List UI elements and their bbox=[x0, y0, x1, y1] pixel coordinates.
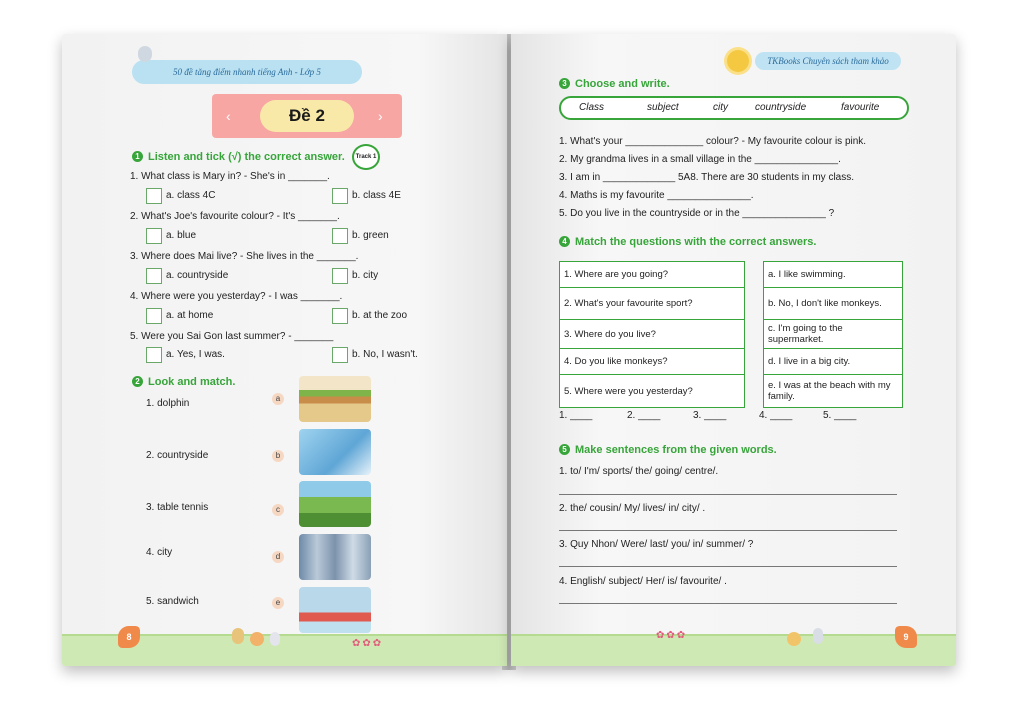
sun-icon bbox=[727, 50, 749, 72]
word-bank-item: Class bbox=[579, 102, 605, 113]
dolphin-picture bbox=[299, 429, 371, 475]
countryside-picture bbox=[299, 481, 371, 527]
match-letter-a: a bbox=[272, 393, 284, 405]
city-picture bbox=[299, 534, 371, 580]
section-2-title: 2 Look and match. bbox=[132, 376, 235, 388]
match-answer: a. I like swimming. bbox=[764, 262, 903, 288]
match-item-2: 2. countryside bbox=[146, 450, 209, 461]
audio-track-icon[interactable]: Track 1 bbox=[352, 144, 380, 170]
bunny-icon bbox=[138, 46, 152, 62]
giraffe-icon bbox=[232, 628, 244, 644]
table-row bbox=[560, 375, 903, 408]
sparkle-icon: › bbox=[378, 108, 383, 124]
option-q5-a: a. Yes, I was. bbox=[166, 349, 225, 360]
match-letter-e: e bbox=[272, 597, 284, 609]
option-q1-b: b. class 4E bbox=[352, 190, 401, 201]
section-number: 4 bbox=[559, 236, 570, 247]
table-row bbox=[560, 320, 903, 349]
word-bank-item: subject bbox=[647, 102, 679, 113]
rabbit-icon bbox=[270, 632, 280, 646]
option-q4-b: b. at the zoo bbox=[352, 310, 408, 321]
test-title: Đề 2 bbox=[260, 100, 354, 132]
section-number: 3 bbox=[559, 78, 570, 89]
match-table bbox=[559, 261, 903, 408]
book-header-banner: 50 đề tăng điểm nhanh tiếng Anh - Lớp 5 bbox=[132, 60, 362, 84]
section-1-title: 1 Listen and tick (√) the correct answer. bbox=[132, 151, 345, 163]
option-q2-b: b. green bbox=[352, 230, 389, 241]
match-answer-blank-2[interactable]: 2. ____ bbox=[627, 410, 661, 421]
match-answer-blank-3[interactable]: 3. ____ bbox=[693, 410, 727, 421]
option-q5-b: b. No, I wasn't. bbox=[352, 349, 418, 360]
fill-sentence-1: 1. What's your ______________ colour? - My favourite colour is pink. bbox=[559, 136, 867, 147]
open-workbook bbox=[62, 34, 956, 674]
right-page bbox=[511, 34, 956, 666]
fill-sentence-2: 2. My grandma lives in a small village in the _______________. bbox=[559, 154, 841, 165]
match-item-4: 4. city bbox=[146, 547, 173, 558]
match-question: 1. Where are you going? bbox=[560, 262, 745, 288]
fill-sentence-5: 5. Do you live in the countryside or in the _______________ ? bbox=[559, 208, 835, 219]
animal-icon bbox=[787, 632, 801, 646]
grass-footer bbox=[511, 634, 956, 666]
match-letter-b: b bbox=[272, 450, 284, 462]
table-row bbox=[560, 288, 903, 320]
answer-line-2[interactable] bbox=[559, 530, 897, 531]
scrambled-sentence-3: 3. Quy Nhon/ Were/ last/ you/ in/ summer/ ? bbox=[559, 539, 754, 550]
sandwich-picture bbox=[299, 376, 371, 422]
scrambled-sentence-1: 1. to/ I'm/ sports/ the/ going/ centre/. bbox=[559, 466, 719, 477]
checkbox-q2-b[interactable] bbox=[332, 228, 348, 244]
page-number-star-icon: 8 bbox=[118, 626, 140, 648]
checkbox-q5-a[interactable] bbox=[146, 347, 162, 363]
word-bank-item: favourite bbox=[841, 102, 880, 113]
checkbox-q1-b[interactable] bbox=[332, 188, 348, 204]
match-item-5: 5. sandwich bbox=[146, 596, 199, 607]
checkbox-q4-a[interactable] bbox=[146, 308, 162, 324]
section-4-title: 4 Match the questions with the correct answers. bbox=[559, 236, 816, 248]
option-q3-b: b. city bbox=[352, 270, 379, 281]
flowers-icon: ✿✿✿ bbox=[352, 638, 384, 649]
option-q3-a: a. countryside bbox=[166, 270, 229, 281]
option-q1-a: a. class 4C bbox=[166, 190, 216, 201]
lion-icon bbox=[250, 632, 264, 646]
scrambled-sentence-2: 2. the/ cousin/ My/ lives/ in/ city/ . bbox=[559, 503, 706, 514]
option-q4-a: a. at home bbox=[166, 310, 214, 321]
question-5: 5. Were you Sai Gon last summer? - _______ bbox=[130, 331, 334, 342]
answer-line-4[interactable] bbox=[559, 603, 897, 604]
match-answer: c. I'm going to the supermarket. bbox=[764, 320, 903, 349]
match-question: 2. What's your favourite sport? bbox=[560, 288, 745, 320]
match-question: 3. Where do you live? bbox=[560, 320, 745, 349]
match-letter-c: c bbox=[272, 504, 284, 516]
question-2: 2. What's Joe's favourite colour? - It's _______. bbox=[130, 211, 340, 222]
match-item-3: 3. table tennis bbox=[146, 502, 209, 513]
match-answer: b. No, I don't like monkeys. bbox=[764, 288, 903, 320]
word-bank bbox=[559, 96, 909, 120]
section-3-title: 3 Choose and write. bbox=[559, 78, 670, 90]
flowers-icon: ✿✿✿ bbox=[656, 630, 688, 641]
section-number: 5 bbox=[559, 444, 570, 455]
checkbox-q3-b[interactable] bbox=[332, 268, 348, 284]
table-row bbox=[560, 349, 903, 375]
left-page bbox=[62, 34, 507, 666]
match-answer-blank-5[interactable]: 5. ____ bbox=[823, 410, 857, 421]
word-bank-item: countryside bbox=[755, 102, 807, 113]
section-number: 1 bbox=[132, 151, 143, 162]
checkbox-q5-b[interactable] bbox=[332, 347, 348, 363]
match-answer-blank-4[interactable]: 4. ____ bbox=[759, 410, 793, 421]
section-number: 2 bbox=[132, 376, 143, 387]
match-question: 5. Where were you yesterday? bbox=[560, 375, 745, 408]
match-answer: d. I live in a big city. bbox=[764, 349, 903, 375]
fill-sentence-4: 4. Maths is my favourite _______________. bbox=[559, 190, 754, 201]
page-number-star-icon: 9 bbox=[895, 626, 917, 648]
rabbit-icon bbox=[813, 628, 823, 644]
answer-line-3[interactable] bbox=[559, 566, 897, 567]
match-answer: e. I was at the beach with my family. bbox=[764, 375, 903, 408]
answer-line-1[interactable] bbox=[559, 494, 897, 495]
publisher-banner: TKBooks Chuyên sách tham khảo bbox=[755, 52, 901, 70]
sparkle-icon: ‹ bbox=[226, 108, 231, 124]
match-question: 4. Do you like monkeys? bbox=[560, 349, 745, 375]
option-q2-a: a. blue bbox=[166, 230, 197, 241]
section-5-title: 5 Make sentences from the given words. bbox=[559, 444, 777, 456]
question-1: 1. What class is Mary in? - She's in _______. bbox=[130, 171, 330, 182]
match-item-1: 1. dolphin bbox=[146, 398, 190, 409]
scrambled-sentence-4: 4. English/ subject/ Her/ is/ favourite/ . bbox=[559, 576, 727, 587]
match-answer-blank-1[interactable]: 1. ____ bbox=[559, 410, 593, 421]
question-4: 4. Where were you yesterday? - I was _______. bbox=[130, 291, 343, 302]
fill-sentence-3: 3. I am in _____________ 5A8. There are 30 students in my class. bbox=[559, 172, 854, 183]
question-3: 3. Where does Mai live? - She lives in the _______. bbox=[130, 251, 359, 262]
checkbox-q4-b[interactable] bbox=[332, 308, 348, 324]
match-letter-d: d bbox=[272, 551, 284, 563]
checkbox-q3-a[interactable] bbox=[146, 268, 162, 284]
test-title-ribbon bbox=[212, 94, 402, 138]
checkbox-q1-a[interactable] bbox=[146, 188, 162, 204]
checkbox-q2-a[interactable] bbox=[146, 228, 162, 244]
table-row bbox=[560, 262, 903, 288]
table-tennis-picture bbox=[299, 587, 371, 633]
word-bank-item: city bbox=[713, 102, 728, 113]
